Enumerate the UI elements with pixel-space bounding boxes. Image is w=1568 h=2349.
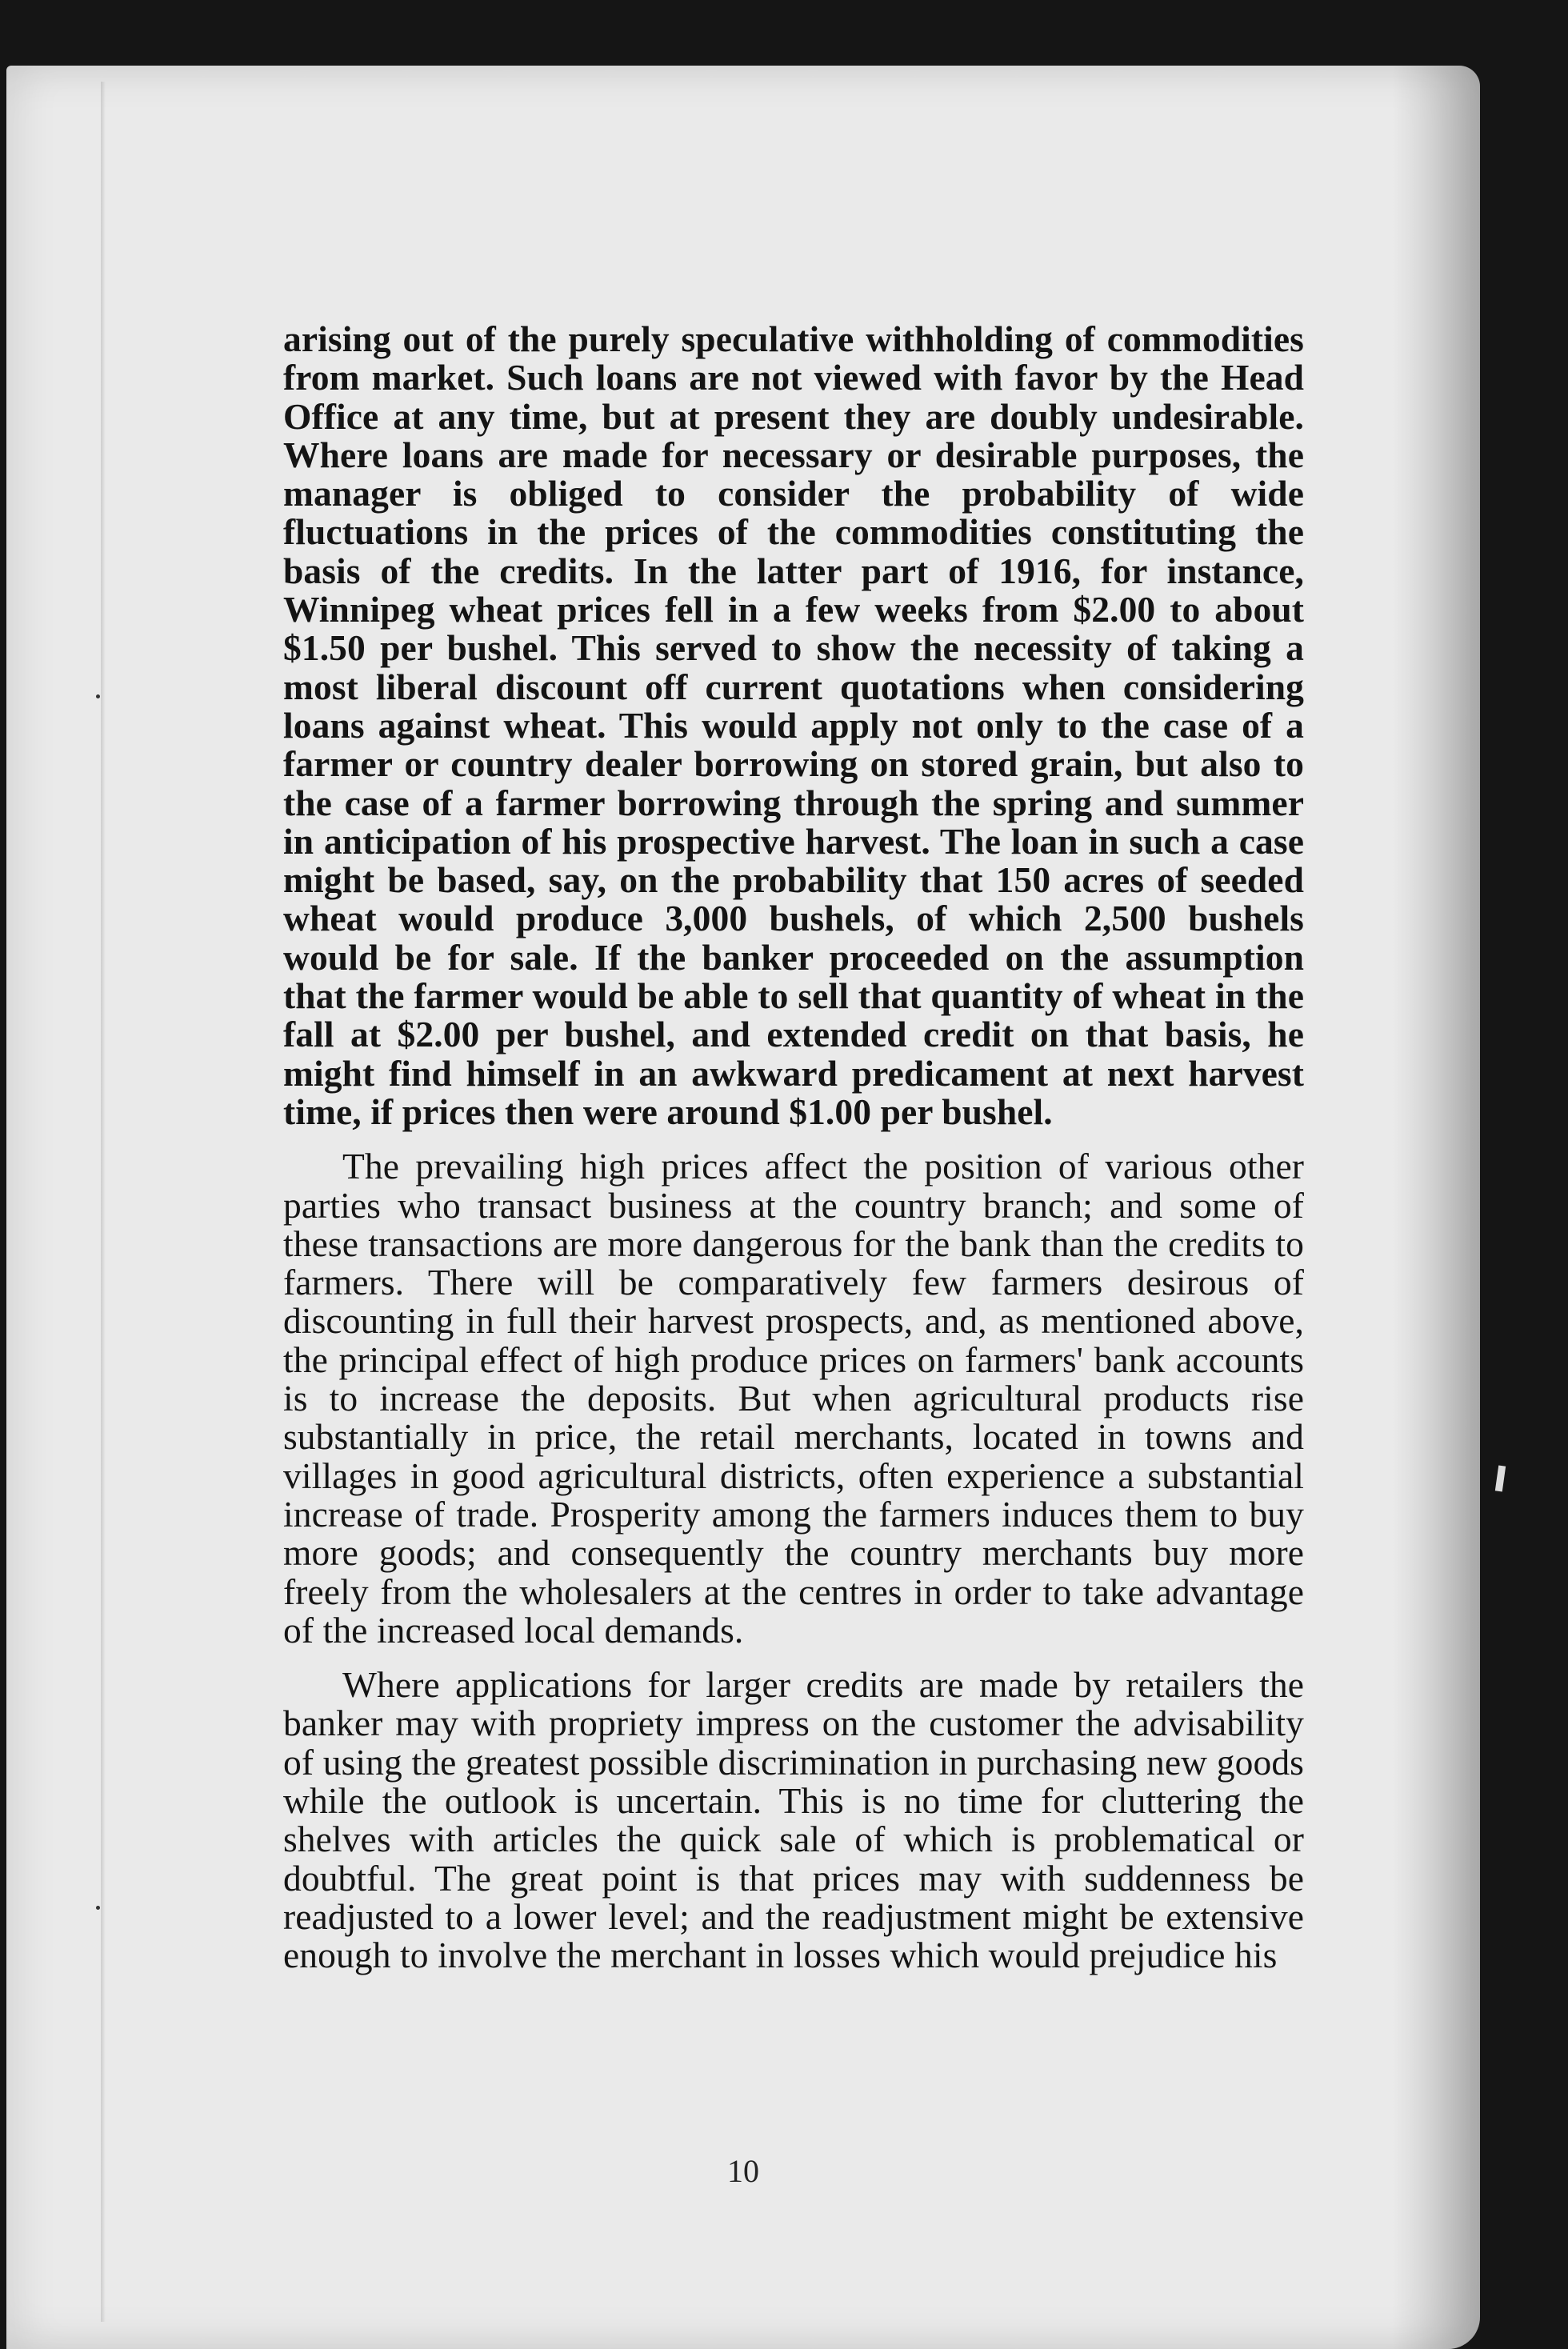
page-number: 10 — [727, 2153, 759, 2189]
body-text — [283, 320, 1304, 1975]
paragraph-2: The prevailing high prices affect the position of various other parties who transact business at the country branch; and some of these transactions are more dangerous for the bank than the credits to farmers. There will be comparatively few farmers desirous of discounting in full their harvest prospects, and, as mentioned above, the principal effect of high produce prices on farmers' bank accounts is to increase the deposits. But when agricultural products rise substantially in price, the retail merchants, located in towns and villages in good agricultural districts, often experience a substantial increase of trade. Prosperity among the farmers induces them to buy more goods; and consequently the country merchants buy more freely from the wholesalers at the centres in order to take advantage of the increased local demands. — [283, 1146, 1304, 1651]
page-edge-tab — [1495, 1466, 1506, 1492]
page-edge-shadow — [1392, 66, 1480, 2349]
scan-speck — [96, 694, 100, 698]
paragraph-3: Where applications for larger credits are made by retailers the banker may with propriety impress on the customer the advisability of using the greatest possible discrimination in purchasing new goods while the outlook is uncertain. This is no time for cluttering the shelves with articles the quick sale of which is problematical or doubtful. The great point is that prices may with suddenness be readjusted to a lower level; and the readjustment might be extensive enough to involve the merchant in losses which would prejudice his — [283, 1664, 1304, 1976]
page-crease — [101, 82, 106, 2322]
scanned-page — [6, 66, 1480, 2349]
paragraph-1: arising out of the purely speculative withholding of commodities from market. Such loans are not viewed with favor by the Head Office at any time, but at present they are doubly undesirable. Where loans are made for necessary or desirable purposes, the manager is obliged to consider the probability of wide fluctuations in the prices of the commodities constituting the basis of the credits. In the latter part of 1916, for instance, Winnipeg wheat prices fell in a few weeks from $2.00 to about $1.50 per bushel. This served to show the necessity of taking a most liberal discount off current quotations when considering loans against wheat. This would apply not only to the case of a farmer or country dealer borrowing on stored grain, but also to the case of a farmer borrowing through the spring and summer in anticipation of his prospective harvest. The loan in such a case might be based, say, on the probability that 150 acres of seeded wheat would produce 3,000 bushels, of which 2,500 bushels would be for sale. If the banker proceeded on the assumption that the farmer would be able to sell that quantity of wheat in the fall at $2.00 per bushel, and extended credit on that basis, he might find himself in an awkward predicament at next harvest time, if prices then were around $1.00 per bushel. — [283, 318, 1304, 1132]
scan-speck — [96, 1906, 100, 1910]
